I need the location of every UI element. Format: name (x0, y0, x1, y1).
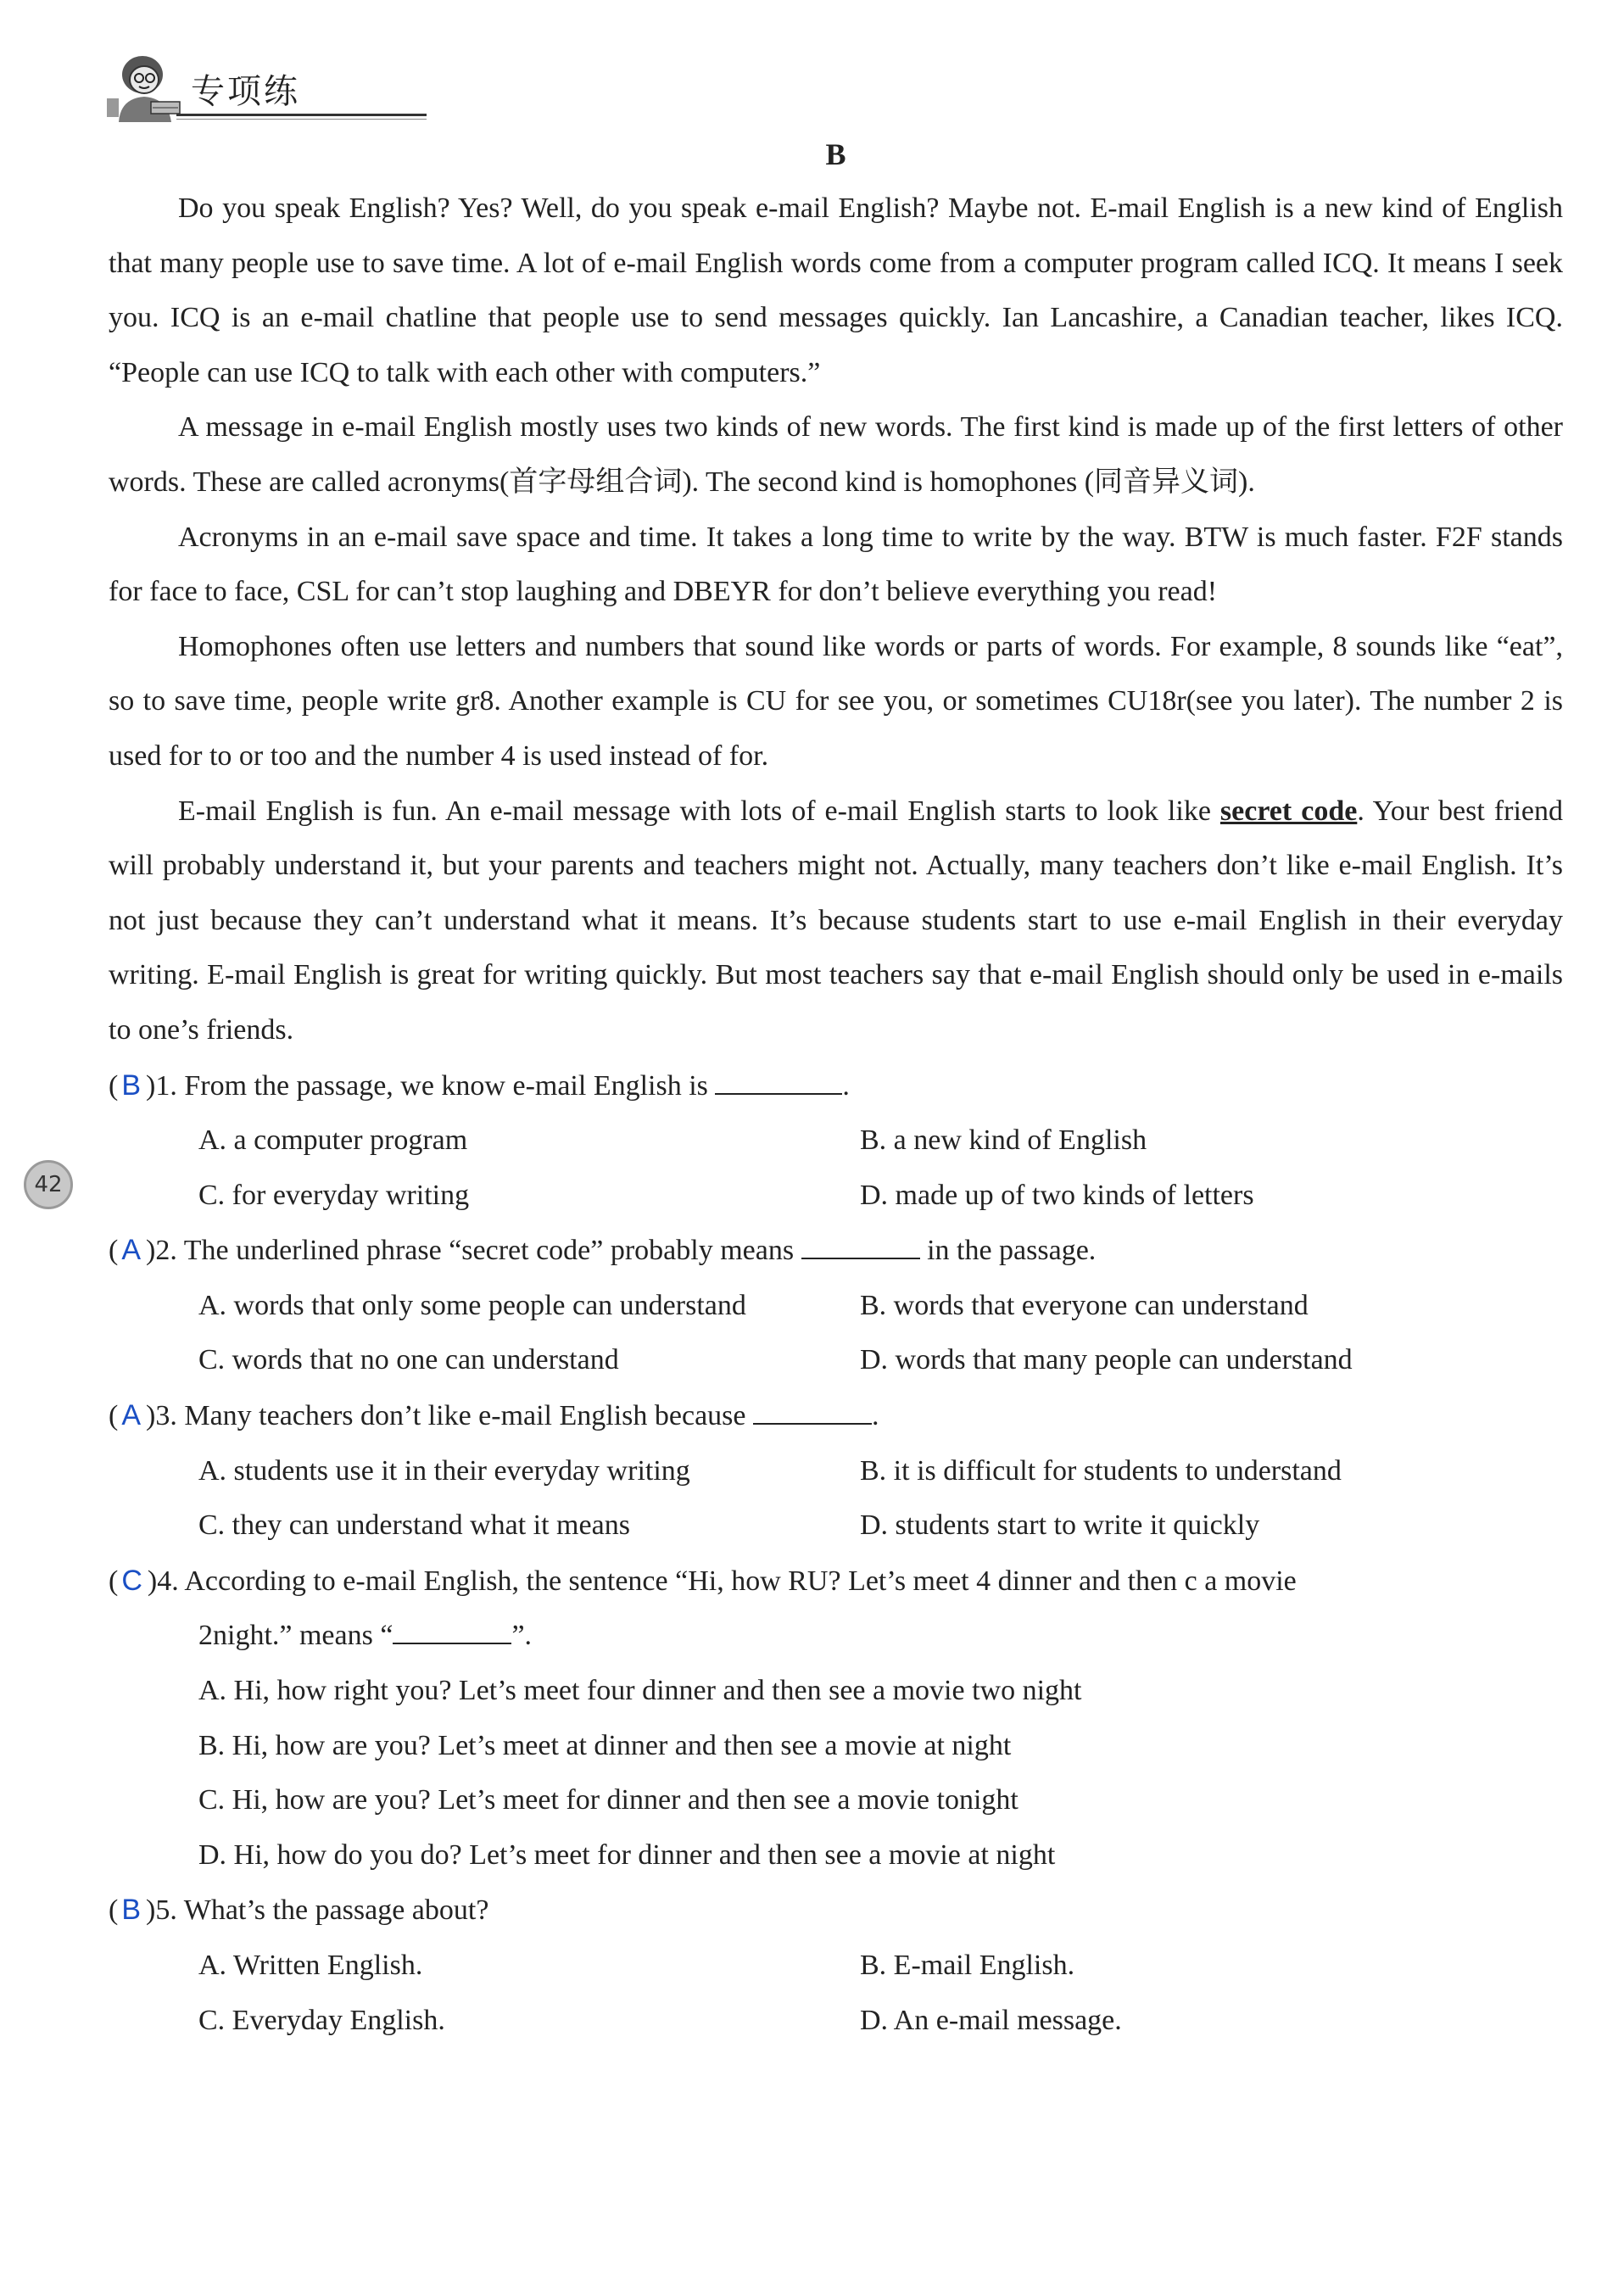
option-list (109, 1113, 1563, 1223)
stem-text-end: . (872, 1400, 879, 1432)
answer-blank (715, 1069, 842, 1095)
option-b: B. it is difficult for students to understand (860, 1454, 1342, 1487)
option-d: D. words that many people can understand (860, 1344, 1353, 1376)
option-a: A. words that only some people can understand (198, 1289, 746, 1321)
answer-mark: A (121, 1234, 142, 1267)
answer-blank (801, 1234, 920, 1259)
section-title: B (825, 137, 846, 171)
question-5 (109, 1883, 1563, 2048)
option-a: A. students use it in their everyday writing (198, 1454, 690, 1487)
option-list (109, 1279, 1563, 1388)
question-3 (109, 1388, 1563, 1554)
underlined-phrase: secret code (1219, 795, 1358, 827)
option-a: A. Written English. (198, 1950, 423, 1981)
passage-paragraph-5 (109, 784, 1563, 1058)
option-c: C. Hi, how are you? Let’s meet for dinner and then see a movie tonight (198, 1784, 1018, 1816)
passage-paragraph-1: Do you speak English? Yes? Well, do you speak e-mail English? Maybe not. E-mail English is a new kind of English that many people use to save time. A lot of e-mail English words come from a computer program called ICQ. It means I seek you. ICQ is an e-mail chatline that people use to send messages quickly. Ian Lancashire, a Canadian teacher, likes ICQ. “People can use ICQ to talk with each other with computers.” (109, 192, 1563, 388)
reading-content (109, 127, 1563, 2048)
answer-mark: C (121, 1564, 142, 1597)
option-d: D. students start to write it quickly (860, 1509, 1260, 1542)
question-1 (109, 1058, 1563, 1224)
option-b: B. Hi, how are you? Let’s meet at dinner and then see a movie at night (198, 1729, 1012, 1761)
question-2 (109, 1223, 1563, 1388)
question-stem: ( C )4. According to e-mail English, the sentence “Hi, how RU? Let’s meet 4 dinner and then c a movie (109, 1564, 1297, 1597)
header-rule-thin (176, 119, 427, 120)
section-header (102, 49, 339, 126)
option-b: B. E-mail English. (860, 1950, 1075, 1981)
answer-mark: A (121, 1399, 142, 1432)
stem-text: )5. What’s the passage about? (146, 1894, 489, 1927)
header-rule (176, 114, 427, 116)
page-number-badge: 42 (24, 1160, 73, 1209)
question-stem: ( A )2. The underlined phrase “secret code” probably means in the passage. (109, 1234, 1097, 1267)
question-stem: ( B )1. From the passage, we know e-mail English is . (109, 1068, 850, 1102)
answer-mark: B (121, 1894, 142, 1927)
stem-text-end: . (842, 1069, 850, 1102)
passage-paragraph-2: A message in e-mail English mostly uses two kinds of new words. The first kind is made up of the first letters of other words. These are called acronyms(首字母组合词). The second kind is homophones (同音异义词). (109, 411, 1563, 498)
option-list (109, 1444, 1563, 1554)
question-stem: ( A )3. Many teachers don’t like e-mail English because . (109, 1399, 879, 1432)
option-d: D. Hi, how do you do? Let’s meet for dinner and then see a movie at night (198, 1838, 1056, 1871)
question-stem-continued (109, 1609, 1563, 1664)
stem-text: )3. Many teachers don’t like e-mail English because (146, 1400, 753, 1432)
answer-mark: B (121, 1068, 142, 1102)
question-stem: ( B )5. What’s the passage about? (109, 1894, 489, 1927)
option-c: C. words that no one can understand (198, 1344, 619, 1376)
option-a: A. Hi, how right you? Let’s meet four dinner and then see a movie two night (198, 1675, 1082, 1707)
paragraph-5-text-after: . Your best friend will probably understand it, but your parents and teachers might not. Actually, many teachers don’t like e-mail English. It’s not just because they can’t understand what it means. It’s because students start to use e-mail English in their everyday writing. E-mail English is great for writing quickly. But most teachers say that e-mail English should only be used in e-mails to one’s friends. (109, 795, 1563, 1046)
stem-text-end: in the passage. (919, 1235, 1097, 1267)
option-list (109, 1939, 1563, 2048)
option-b: B. a new kind of English (860, 1124, 1147, 1157)
option-c: C. they can understand what it means (198, 1509, 630, 1542)
answer-blank (753, 1399, 872, 1425)
passage-paragraph-3: Acronyms in an e-mail save space and time. It takes a long time to write by the way. BTW is much faster. F2F stands for face to face, CSL for can’t stop laughing and DBEYR for don’t believe everything you read! (109, 521, 1563, 608)
option-b: B. words that everyone can understand (860, 1289, 1309, 1321)
question-4 (109, 1554, 1563, 1883)
option-c: C. Everyday English. (198, 2004, 445, 2036)
student-mascot-icon (102, 49, 187, 126)
option-d: D. An e-mail message. (860, 2004, 1122, 2036)
stem-text: )1. From the passage, we know e-mail English is (146, 1069, 716, 1102)
stem-text: )4. According to e-mail English, the sentence “Hi, how RU? Let’s meet 4 dinner and then c a movie (147, 1565, 1297, 1597)
passage-paragraph-4: Homophones often use letters and numbers that sound like words or parts of words. For example, 8 sounds like “eat”, so to save time, people write gr8. Another example is CU for see you, or sometimes CU18r(see you later). The number 2 is used for to or too and the number 4 is used instead of for. (109, 630, 1563, 772)
option-a: A. a computer program (198, 1124, 468, 1157)
stem-text-line2: 2night.” means “ (198, 1620, 393, 1652)
stem-text-end: ”. (511, 1620, 533, 1652)
header-title: 专项练 (191, 72, 300, 111)
stem-text: )2. The underlined phrase “secret code” probably means (146, 1235, 801, 1267)
paragraph-5-text-before: E-mail English is fun. An e-mail message with lots of e-mail English starts to look like (178, 795, 1220, 827)
option-d: D. made up of two kinds of letters (860, 1179, 1254, 1211)
answer-blank (393, 1619, 511, 1644)
option-c: C. for everyday writing (198, 1179, 470, 1211)
option-list (109, 1664, 1563, 1883)
